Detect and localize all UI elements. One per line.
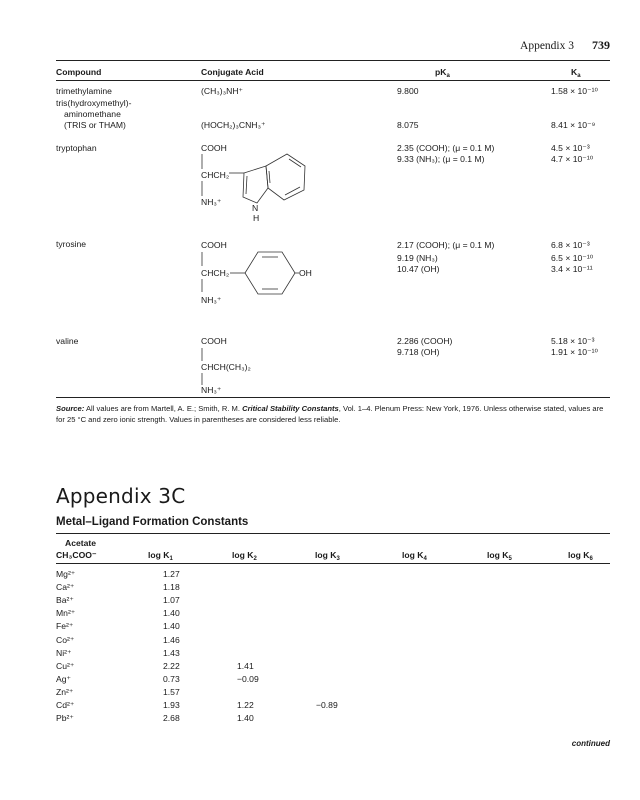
metal-ion: Cd²⁺ (56, 700, 75, 710)
metal-ion: Ag⁺ (56, 673, 72, 684)
pka-value: 9.718 (OH) (397, 347, 440, 357)
ka-value: 6.8 × 10⁻³ (551, 240, 590, 250)
log-k3-value: −0.89 (316, 700, 338, 710)
structure-n: N (252, 203, 259, 213)
col-log-k3: $\log K_3$ (315, 550, 340, 562)
log-k2-value: 1.22 (237, 700, 254, 710)
table1-top-rule (56, 60, 610, 61)
compound-name: trimethylamine (56, 86, 112, 96)
compound-name-cont: aminomethane (64, 109, 121, 119)
log-k2-value: −0.09 (237, 673, 259, 684)
metal-ion: Cu²⁺ (56, 660, 75, 671)
source-note: Source: All values are from Martell, A. E.; Smith, R. M. Critical Stability Constants, Vol. 1–4. Plenum Press: New York, 1976. Unless otherwise stated, values are for 25 °C and zero ionic strength. Values in parentheses are considered less reliable. (56, 404, 604, 424)
col-log-k5: $\log K_5$ (487, 550, 512, 562)
metal-ion: Pb²⁺ (56, 713, 74, 724)
table1-header-rule (56, 80, 610, 81)
metal-ion: Ca²⁺ (56, 582, 75, 593)
log-k1-value: 0.73 (163, 673, 180, 684)
structure-chch: CHCH(CH₃)₂ (201, 362, 251, 372)
compound-name: valine (56, 336, 79, 346)
ka-value: 4.7 × 10⁻¹⁰ (551, 154, 594, 164)
pka-value: 2.286 (COOH) (397, 336, 453, 346)
metal-ion: Mn²⁺ (56, 608, 76, 619)
structure-cooh: COOH (201, 143, 227, 153)
valine-bond-lines (195, 334, 215, 394)
indole-structure-drawing (195, 140, 325, 220)
log-k2-value: 1.40 (237, 713, 254, 724)
ligand-formula: CH₃COO⁻ (56, 550, 97, 560)
ka-value: 4.5 × 10⁻³ (551, 143, 590, 153)
structure-nh3: NH₃⁺ (201, 295, 222, 305)
log-k1-value: 1.18 (163, 582, 180, 593)
conjugate-acid: (HOCH₂)₃CNH₃⁺ (201, 120, 266, 130)
structure-cooh: COOH (201, 336, 227, 346)
pka-value: 2.17 (COOH); (μ = 0.1 M) (397, 240, 495, 250)
log-k1-value: 1.93 (163, 700, 180, 710)
structure-h: H (253, 213, 260, 223)
metal-ion: Ni²⁺ (56, 647, 72, 658)
phenol-structure-drawing (195, 238, 305, 308)
log-k1-value: 2.22 (163, 660, 180, 671)
appendix-heading: Appendix 3C (56, 484, 186, 508)
col-log-k1: $\log K_1$ (148, 550, 173, 562)
structure-oh: OH (299, 268, 312, 278)
pka-value: 9.19 (NH₃) (397, 253, 438, 263)
log-k1-value: 1.40 (163, 621, 180, 632)
table2-top-rule (56, 533, 610, 534)
metal-ion: Zn²⁺ (56, 686, 74, 697)
log-k1-value: 1.43 (163, 647, 180, 658)
ka-value: 1.91 × 10⁻¹⁰ (551, 347, 598, 357)
col-log-k2: $\log K_2$ (232, 550, 257, 562)
ka-value: 1.58 × 10⁻¹⁰ (551, 86, 598, 96)
pka-value: 8.075 (397, 120, 419, 130)
log-k1-value: 1.57 (163, 686, 180, 697)
structure-cooh: COOH (201, 240, 227, 250)
col-compound: Compound (56, 67, 102, 77)
ka-value: 6.5 × 10⁻¹⁰ (551, 253, 594, 263)
log-k1-value: 1.46 (163, 634, 180, 645)
pka-value: 10.47 (OH) (397, 264, 440, 274)
col-pka: $pK_a$ (435, 67, 450, 79)
table2-title: Metal–Ligand Formation Constants (56, 516, 249, 528)
table2-header-rule (56, 563, 610, 564)
compound-name: tris(hydroxymethyl)- (56, 98, 132, 108)
metal-ion: Co²⁺ (56, 634, 75, 645)
col-conjugate-acid: Conjugate Acid (201, 67, 264, 77)
pka-value: 9.33 (NH₃); (μ = 0.1 M) (397, 154, 485, 164)
ka-value: 8.41 × 10⁻⁹ (551, 120, 596, 130)
ka-value: 5.18 × 10⁻³ (551, 336, 595, 346)
metal-ion: Fe²⁺ (56, 621, 74, 632)
pka-value: 9.800 (397, 86, 419, 96)
structure-chch2: CHCH₂ (201, 268, 230, 278)
log-k1-value: 1.40 (163, 608, 180, 619)
ligand-name: Acetate (65, 538, 97, 548)
continued-label: continued (571, 739, 610, 748)
log-k2-value: 1.41 (237, 660, 254, 671)
structure-nh3: NH₃⁺ (201, 385, 222, 395)
col-log-k6: $\log K_6$ (568, 550, 593, 562)
metal-ion: Ba²⁺ (56, 595, 74, 606)
running-header (520, 38, 610, 53)
structure-nh3: NH₃⁺ (201, 197, 222, 207)
log-k1-value: 2.68 (163, 713, 180, 724)
table1-bottom-rule (56, 397, 610, 398)
pka-value: 2.35 (COOH); (μ = 0.1 M) (397, 143, 495, 153)
col-ka: $K_a$ (571, 67, 581, 79)
conjugate-acid: (CH₃)₃NH⁺ (201, 86, 244, 96)
log-k1-value: 1.27 (163, 569, 180, 579)
compound-name: tyrosine (56, 239, 87, 249)
log-k1-value: 1.07 (163, 595, 180, 606)
page-number: 739 (592, 38, 610, 52)
compound-name-cont: (TRIS or THAM) (64, 120, 126, 130)
col-log-k4: $\log K_4$ (402, 550, 427, 562)
header-section: Appendix 3 (520, 40, 574, 52)
compound-name: tryptophan (56, 143, 97, 153)
structure-chch2: CHCH₂ (201, 170, 230, 180)
ka-value: 3.4 × 10⁻¹¹ (551, 264, 593, 274)
metal-ion: Mg²⁺ (56, 569, 76, 579)
